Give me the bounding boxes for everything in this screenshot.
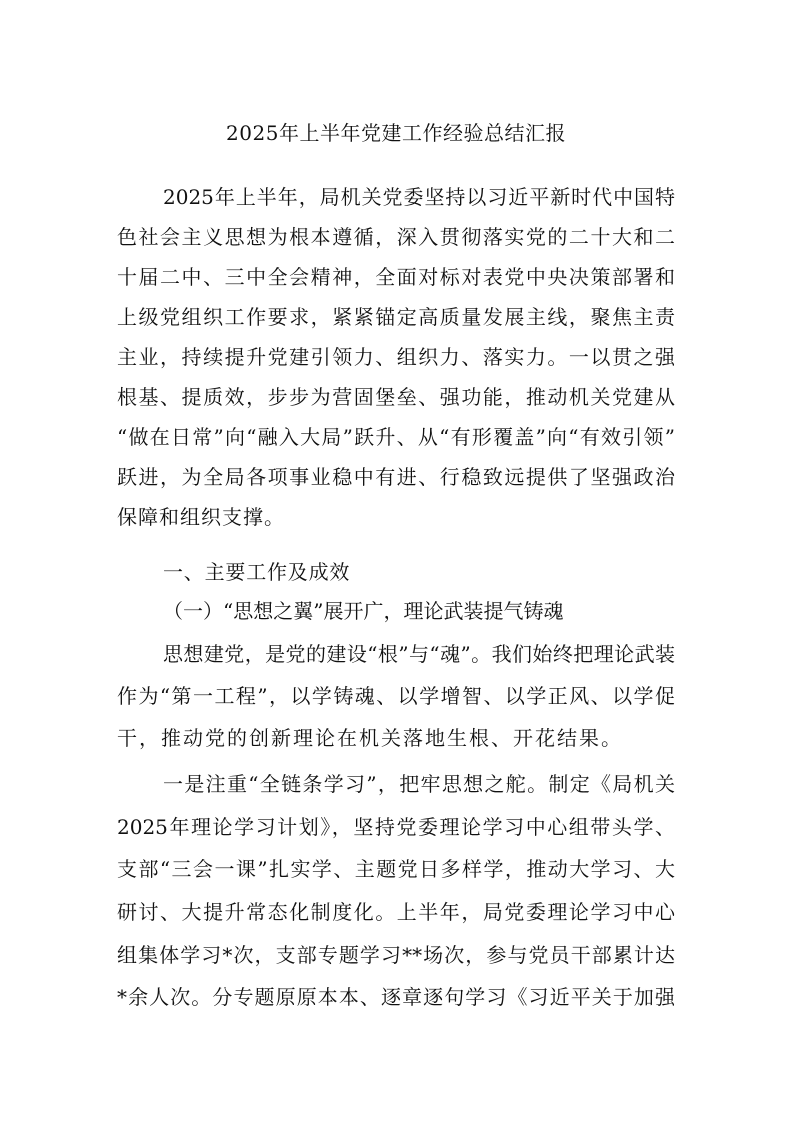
point-1-line: 一是注重“全链条学习”，把牢思想之舵。制定《局机关: [163, 772, 675, 796]
intro-line: 2025年上半年，局机关党委坚持以习近平新时代中国特: [163, 185, 675, 209]
document-title: 2025年上半年党建工作经验总结汇报: [226, 121, 566, 145]
point-1-line: *余人次。分专题原原本本、逐章逐句学习《习近平关于加强: [117, 985, 675, 1009]
theory-line: 思想建党，是党的建设“根”与“魂”。我们始终把理论武装: [163, 642, 675, 666]
point-1-line: 2025年理论学习计划》，坚持党委理论学习中心组带头学、: [117, 815, 675, 839]
section-heading: 一、主要工作及成效: [163, 560, 351, 584]
intro-line: “做在日常”向“融入大局”跃升、从“有形覆盖”向“有效引领”: [117, 425, 675, 449]
theory-line: 干，推动党的创新理论在机关落地生根、开花结果。: [117, 726, 623, 750]
intro-line: 上级党组织工作要求，紧紧锚定高质量发展主线，聚焦主责: [117, 305, 675, 329]
theory-line: 作为“第一工程”，以学铸魂、以学增智、以学正风、以学促: [117, 684, 675, 708]
point-1-line: 研讨、大提升常态化制度化。上半年，局党委理论学习中心: [117, 900, 675, 924]
intro-line: 跃进，为全局各项事业稳中有进、行稳致远提供了坚强政治: [117, 465, 675, 489]
intro-line: 十届二中、三中全会精神，全面对标对表党中央决策部署和: [117, 265, 675, 289]
intro-line: 主业，持续提升党建引领力、组织力、落实力。一以贯之强: [117, 345, 675, 369]
intro-line: 色社会主义思想为根本遵循，深入贯彻落实党的二十大和二: [117, 225, 675, 249]
intro-line: 保障和组织支撑。: [117, 505, 285, 529]
point-1-line: 组集体学习*次，支部专题学习**场次，参与党员干部累计达: [117, 943, 675, 967]
intro-line: 根基、提质效，步步为营固堡垒、强功能，推动机关党建从: [117, 385, 675, 409]
section-subheading: （一）“思想之翼”展开广，理论武装提气铸魂: [163, 599, 564, 623]
point-1-line: 支部“三会一课”扎实学、主题党日多样学，推动大学习、大: [117, 857, 675, 881]
